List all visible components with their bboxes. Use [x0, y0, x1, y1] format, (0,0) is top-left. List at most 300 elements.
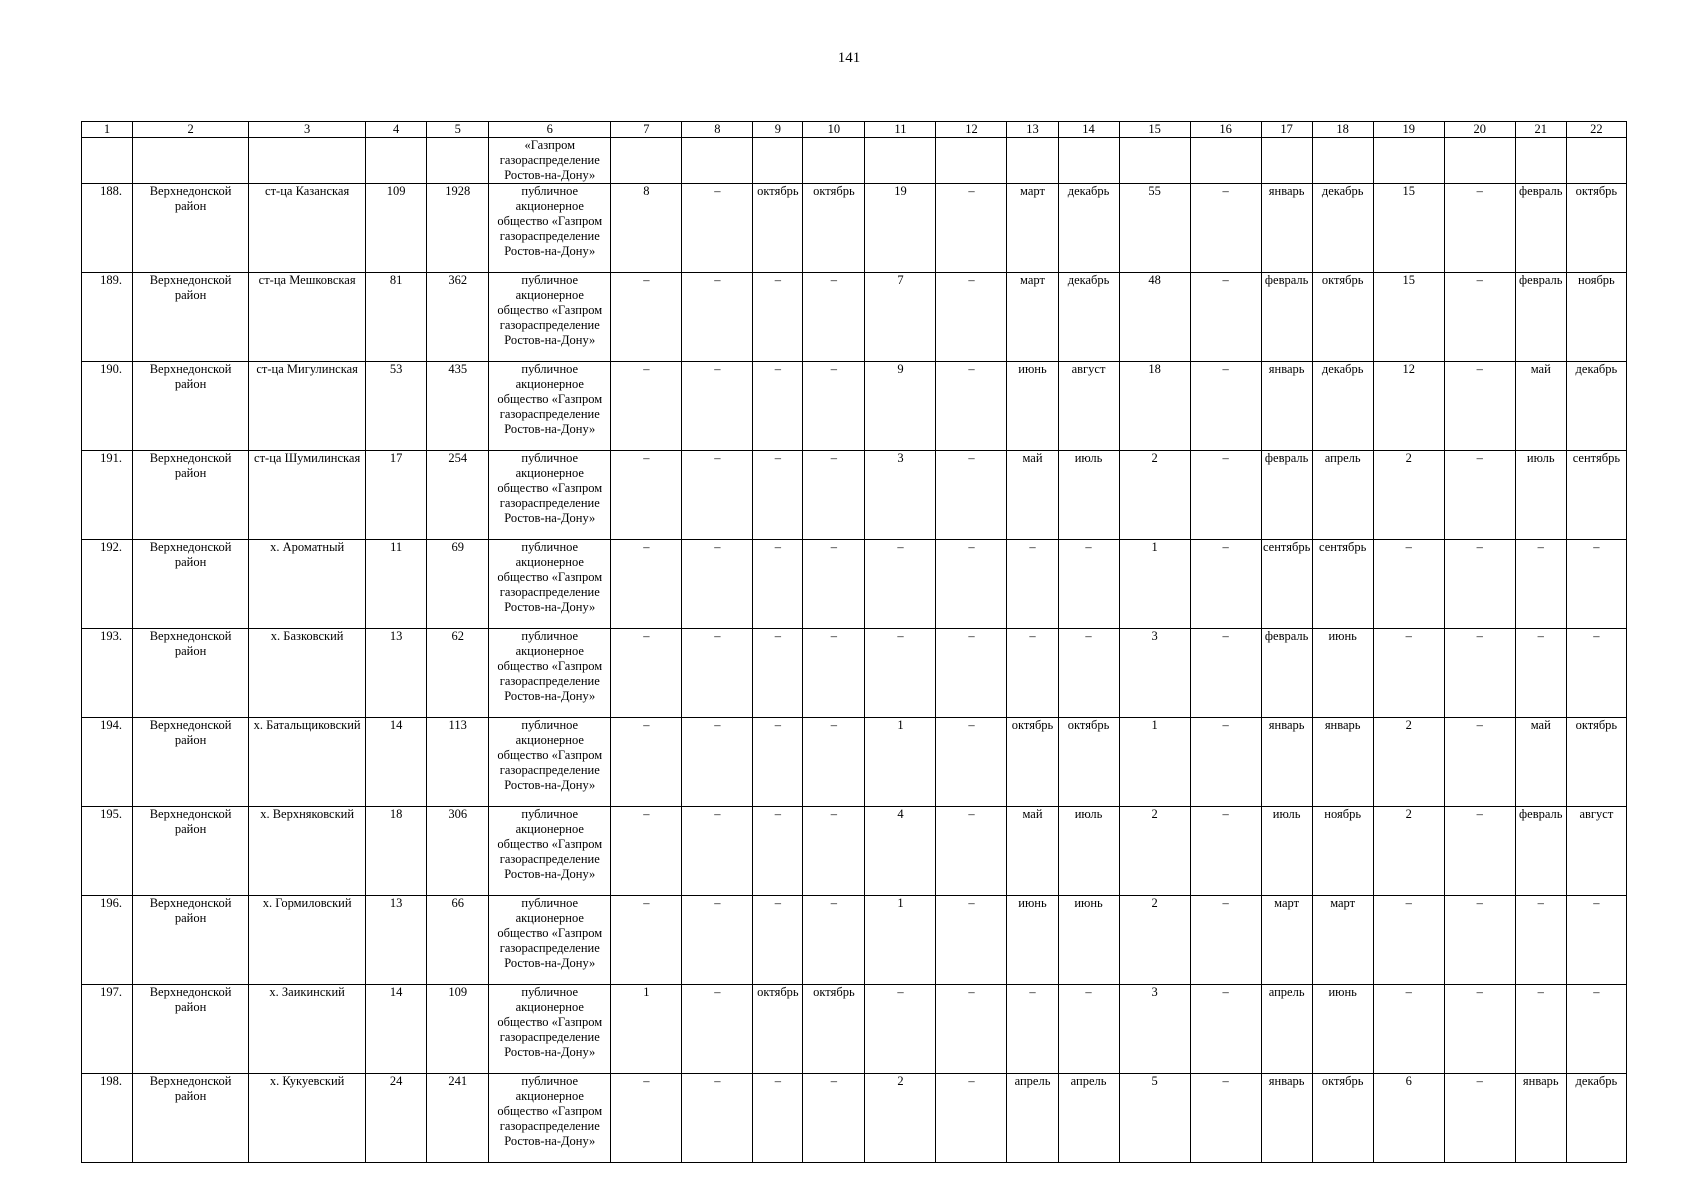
cell-col-20: – [1444, 896, 1515, 985]
cell-empty [1058, 138, 1119, 184]
cell-col-12: – [936, 1074, 1007, 1163]
cell-col-19: 2 [1373, 807, 1444, 896]
cell-col-10: – [803, 451, 865, 540]
cell-col-18: ноябрь [1312, 807, 1373, 896]
cell-col-14: апрель [1058, 1074, 1119, 1163]
cell-empty [366, 138, 427, 184]
cell-col-20: – [1444, 273, 1515, 362]
cell-settlement: ст-ца Казанская [249, 184, 366, 273]
column-header: 19 [1373, 122, 1444, 138]
cell-col-13: – [1007, 540, 1058, 629]
cell-col-15: 2 [1119, 896, 1190, 985]
cell-settlement: х. Батальщиковский [249, 718, 366, 807]
cell-col-7: – [611, 807, 682, 896]
cell-col-18: март [1312, 896, 1373, 985]
cell-col-13: – [1007, 629, 1058, 718]
column-header: 14 [1058, 122, 1119, 138]
table-row [82, 807, 1627, 896]
cell-operator: публичное акционерное общество «Газпром газораспределение Ростов-на-Дону» [489, 896, 611, 985]
cell-col-5: 362 [427, 273, 489, 362]
cell-col-21: – [1515, 896, 1566, 985]
cell-col-15: 3 [1119, 629, 1190, 718]
cell-col-14: июль [1058, 807, 1119, 896]
cell-col-9: – [753, 362, 803, 451]
cell-col-13: май [1007, 807, 1058, 896]
cell-col-16: – [1190, 1074, 1261, 1163]
column-header: 22 [1566, 122, 1626, 138]
cell-col-21: – [1515, 629, 1566, 718]
cell-col-15: 3 [1119, 985, 1190, 1074]
cell-col-4: 14 [366, 985, 427, 1074]
cell-col-14: – [1058, 629, 1119, 718]
column-number-header [82, 122, 1627, 138]
cell-settlement: ст-ца Шумилинская [249, 451, 366, 540]
cell-district: Верхнедонской район [133, 629, 249, 718]
cell-empty [249, 138, 366, 184]
cell-col-12: – [936, 540, 1007, 629]
cell-col-16: – [1190, 362, 1261, 451]
table-row [82, 718, 1627, 807]
cell-district: Верхнедонской район [133, 807, 249, 896]
cell-settlement: х. Базковский [249, 629, 366, 718]
cell-col-19: 15 [1373, 184, 1444, 273]
cell-col-18: декабрь [1312, 362, 1373, 451]
cell-district: Верхнедонской район [133, 362, 249, 451]
cell-settlement: х. Кукуевский [249, 1074, 366, 1163]
cell-col-8: – [682, 540, 753, 629]
column-header: 21 [1515, 122, 1566, 138]
cell-col-13: март [1007, 273, 1058, 362]
cell-col-20: – [1444, 629, 1515, 718]
table-row [82, 1074, 1627, 1163]
cell-col-7: – [611, 540, 682, 629]
header-row [82, 122, 1627, 138]
cell-empty [865, 138, 936, 184]
cell-col-10: – [803, 629, 865, 718]
cell-col-16: – [1190, 718, 1261, 807]
table-row [82, 540, 1627, 629]
cell-col-13: октябрь [1007, 718, 1058, 807]
table-row [82, 362, 1627, 451]
cell-col-4: 109 [366, 184, 427, 273]
cell-empty [936, 138, 1007, 184]
cell-empty [1515, 138, 1566, 184]
cell-col-20: – [1444, 540, 1515, 629]
column-header: 8 [682, 122, 753, 138]
cell-col-9: – [753, 540, 803, 629]
cell-col-11: – [865, 629, 936, 718]
cell-col-13: май [1007, 451, 1058, 540]
cell-col-19: – [1373, 540, 1444, 629]
cell-empty [803, 138, 865, 184]
cell-col-16: – [1190, 985, 1261, 1074]
cell-col-7: – [611, 718, 682, 807]
cell-empty [1261, 138, 1312, 184]
cell-col-10: октябрь [803, 985, 865, 1074]
cell-col-19: 12 [1373, 362, 1444, 451]
cell-col-22: – [1566, 629, 1626, 718]
cell-col-5: 113 [427, 718, 489, 807]
cell-col-22: октябрь [1566, 184, 1626, 273]
cell-col-5: 109 [427, 985, 489, 1074]
cell-col-22: ноябрь [1566, 273, 1626, 362]
cell-col-18: октябрь [1312, 1074, 1373, 1163]
cell-col-17: февраль [1261, 451, 1312, 540]
cell-empty [1007, 138, 1058, 184]
cell-col-15: 55 [1119, 184, 1190, 273]
cell-col-21: май [1515, 362, 1566, 451]
cell-col-13: июнь [1007, 896, 1058, 985]
column-header: 5 [427, 122, 489, 138]
cell-empty [753, 138, 803, 184]
cell-col-22: декабрь [1566, 362, 1626, 451]
cell-col-8: – [682, 184, 753, 273]
cell-col-10: – [803, 1074, 865, 1163]
cell-row-number: 192. [82, 540, 133, 629]
cell-col-20: – [1444, 184, 1515, 273]
cell-col-19: 2 [1373, 718, 1444, 807]
column-header: 10 [803, 122, 865, 138]
cell-district: Верхнедонской район [133, 184, 249, 273]
cell-col-10: – [803, 540, 865, 629]
cell-col-11: 2 [865, 1074, 936, 1163]
cell-col-20: – [1444, 985, 1515, 1074]
cell-col-5: 62 [427, 629, 489, 718]
cell-col-7: – [611, 896, 682, 985]
cell-col-17: сентябрь [1261, 540, 1312, 629]
cell-col-8: – [682, 896, 753, 985]
cell-col-10: – [803, 896, 865, 985]
cell-col-11: – [865, 985, 936, 1074]
cell-col-17: январь [1261, 184, 1312, 273]
cell-col-4: 17 [366, 451, 427, 540]
gasification-table [81, 121, 1627, 1163]
cell-col-7: 8 [611, 184, 682, 273]
cell-empty [427, 138, 489, 184]
cell-col-11: 4 [865, 807, 936, 896]
cell-col-16: – [1190, 807, 1261, 896]
cell-operator: публичное акционерное общество «Газпром газораспределение Ростов-на-Дону» [489, 451, 611, 540]
cell-col-4: 81 [366, 273, 427, 362]
cell-district: Верхнедонской район [133, 718, 249, 807]
cell-col-11: 3 [865, 451, 936, 540]
cell-col-20: – [1444, 362, 1515, 451]
cell-empty [1119, 138, 1190, 184]
cell-col-15: 1 [1119, 540, 1190, 629]
cell-col-12: – [936, 362, 1007, 451]
cell-row-number: 190. [82, 362, 133, 451]
cell-empty [82, 138, 133, 184]
cell-col-15: 18 [1119, 362, 1190, 451]
column-header: 6 [489, 122, 611, 138]
column-header: 7 [611, 122, 682, 138]
cell-col-12: – [936, 896, 1007, 985]
cell-col-12: – [936, 184, 1007, 273]
cell-row-number: 188. [82, 184, 133, 273]
cell-col-12: – [936, 451, 1007, 540]
cell-col-7: – [611, 362, 682, 451]
cell-col-13: июнь [1007, 362, 1058, 451]
cell-col-8: – [682, 1074, 753, 1163]
cell-col-8: – [682, 718, 753, 807]
cell-col-4: 13 [366, 629, 427, 718]
cell-col-11: 9 [865, 362, 936, 451]
cell-col-9: – [753, 451, 803, 540]
cell-col-8: – [682, 273, 753, 362]
table-row [82, 451, 1627, 540]
cell-col-4: 14 [366, 718, 427, 807]
cell-col-22: – [1566, 985, 1626, 1074]
cell-col-22: сентябрь [1566, 451, 1626, 540]
cell-col-5: 241 [427, 1074, 489, 1163]
table-row [82, 629, 1627, 718]
cell-district: Верхнедонской район [133, 451, 249, 540]
cell-col-5: 435 [427, 362, 489, 451]
cell-col-9: – [753, 718, 803, 807]
cell-col-8: – [682, 362, 753, 451]
cell-col-18: апрель [1312, 451, 1373, 540]
column-header: 18 [1312, 122, 1373, 138]
cell-row-number: 189. [82, 273, 133, 362]
cell-row-number: 195. [82, 807, 133, 896]
page-number: 141 [837, 50, 861, 66]
cell-col-20: – [1444, 807, 1515, 896]
cell-col-4: 24 [366, 1074, 427, 1163]
cell-district: Верхнедонской район [133, 1074, 249, 1163]
cell-col-11: 1 [865, 718, 936, 807]
cell-col-17: март [1261, 896, 1312, 985]
cell-col-18: июнь [1312, 985, 1373, 1074]
cell-col-17: февраль [1261, 629, 1312, 718]
cell-col-14: – [1058, 985, 1119, 1074]
cell-col-15: 2 [1119, 807, 1190, 896]
cell-col-16: – [1190, 540, 1261, 629]
cell-col-7: – [611, 451, 682, 540]
cell-col-19: – [1373, 629, 1444, 718]
cell-empty [133, 138, 249, 184]
cell-col-9: – [753, 896, 803, 985]
cell-col-17: апрель [1261, 985, 1312, 1074]
cell-col-14: июнь [1058, 896, 1119, 985]
cell-col-19: – [1373, 896, 1444, 985]
cell-row-number: 193. [82, 629, 133, 718]
cell-col-5: 69 [427, 540, 489, 629]
cell-col-21: июль [1515, 451, 1566, 540]
cell-empty [682, 138, 753, 184]
cell-empty [1312, 138, 1373, 184]
cell-col-5: 306 [427, 807, 489, 896]
table-row [82, 985, 1627, 1074]
cell-col-21: май [1515, 718, 1566, 807]
cell-operator: публичное акционерное общество «Газпром газораспределение Ростов-на-Дону» [489, 273, 611, 362]
cell-settlement: ст-ца Мешковская [249, 273, 366, 362]
cell-operator: публичное акционерное общество «Газпром газораспределение Ростов-на-Дону» [489, 718, 611, 807]
cell-district: Верхнедонской район [133, 273, 249, 362]
cell-col-9: октябрь [753, 184, 803, 273]
cell-col-4: 53 [366, 362, 427, 451]
cell-col-16: – [1190, 273, 1261, 362]
column-header: 9 [753, 122, 803, 138]
cell-col-22: – [1566, 896, 1626, 985]
cell-settlement: х. Заикинский [249, 985, 366, 1074]
column-header: 2 [133, 122, 249, 138]
table-row [82, 896, 1627, 985]
cell-col-16: – [1190, 629, 1261, 718]
column-header: 17 [1261, 122, 1312, 138]
cell-col-17: июль [1261, 807, 1312, 896]
cell-col-5: 254 [427, 451, 489, 540]
cell-col-10: – [803, 807, 865, 896]
cell-empty [1444, 138, 1515, 184]
cell-empty [1373, 138, 1444, 184]
table-body [82, 138, 1627, 1163]
cell-col-22: декабрь [1566, 1074, 1626, 1163]
cell-col-22: – [1566, 540, 1626, 629]
cell-col-9: – [753, 629, 803, 718]
cell-col-14: – [1058, 540, 1119, 629]
cell-col-5: 1928 [427, 184, 489, 273]
cell-col-12: – [936, 273, 1007, 362]
cell-settlement: ст-ца Мигулинская [249, 362, 366, 451]
cell-col-12: – [936, 985, 1007, 1074]
cell-col-12: – [936, 629, 1007, 718]
cell-col-17: январь [1261, 1074, 1312, 1163]
cell-col-7: – [611, 273, 682, 362]
cell-col-7: – [611, 1074, 682, 1163]
cell-col-9: октябрь [753, 985, 803, 1074]
cell-col-15: 5 [1119, 1074, 1190, 1163]
cell-col-18: июнь [1312, 629, 1373, 718]
cell-col-11: 7 [865, 273, 936, 362]
cell-col-18: декабрь [1312, 184, 1373, 273]
cell-row-number: 198. [82, 1074, 133, 1163]
cell-col-7: 1 [611, 985, 682, 1074]
column-header: 15 [1119, 122, 1190, 138]
cell-col-4: 18 [366, 807, 427, 896]
table-row [82, 273, 1627, 362]
cell-col-22: октябрь [1566, 718, 1626, 807]
cell-row-number: 196. [82, 896, 133, 985]
cell-col-4: 11 [366, 540, 427, 629]
cell-col-11: – [865, 540, 936, 629]
cell-col-19: 6 [1373, 1074, 1444, 1163]
cell-col-21: февраль [1515, 807, 1566, 896]
cell-col-7: – [611, 629, 682, 718]
cell-operator: публичное акционерное общество «Газпром газораспределение Ростов-на-Дону» [489, 1074, 611, 1163]
cell-col-8: – [682, 629, 753, 718]
cell-district: Верхнедонской район [133, 985, 249, 1074]
cell-col-9: – [753, 807, 803, 896]
cell-col-17: январь [1261, 718, 1312, 807]
cell-col-20: – [1444, 1074, 1515, 1163]
cell-col-14: июль [1058, 451, 1119, 540]
cell-col-14: август [1058, 362, 1119, 451]
cell-empty [611, 138, 682, 184]
cell-col-9: – [753, 1074, 803, 1163]
cell-col-16: – [1190, 184, 1261, 273]
cell-empty [1566, 138, 1626, 184]
cell-col-18: октябрь [1312, 273, 1373, 362]
cell-district: Верхнедонской район [133, 896, 249, 985]
cell-col-11: 1 [865, 896, 936, 985]
cell-col-10: – [803, 718, 865, 807]
cell-col-21: – [1515, 540, 1566, 629]
cell-col-19: – [1373, 985, 1444, 1074]
cell-col-4: 13 [366, 896, 427, 985]
cell-col-20: – [1444, 718, 1515, 807]
column-header: 3 [249, 122, 366, 138]
cell-col-5: 66 [427, 896, 489, 985]
cell-operator: публичное акционерное общество «Газпром газораспределение Ростов-на-Дону» [489, 184, 611, 273]
cell-operator: публичное акционерное общество «Газпром газораспределение Ростов-на-Дону» [489, 807, 611, 896]
cell-col-15: 1 [1119, 718, 1190, 807]
column-header: 1 [82, 122, 133, 138]
cell-col-15: 48 [1119, 273, 1190, 362]
cell-col-11: 19 [865, 184, 936, 273]
cell-operator: публичное акционерное общество «Газпром газораспределение Ростов-на-Дону» [489, 985, 611, 1074]
cell-col-21: январь [1515, 1074, 1566, 1163]
cell-col-21: – [1515, 985, 1566, 1074]
column-header: 16 [1190, 122, 1261, 138]
cell-col-22: август [1566, 807, 1626, 896]
cell-operator: публичное акционерное общество «Газпром газораспределение Ростов-на-Дону» [489, 629, 611, 718]
cell-settlement: х. Ароматный [249, 540, 366, 629]
cell-district: Верхнедонской район [133, 540, 249, 629]
cell-col-12: – [936, 807, 1007, 896]
cell-col-17: февраль [1261, 273, 1312, 362]
cell-col-14: декабрь [1058, 273, 1119, 362]
cell-col-10: октябрь [803, 184, 865, 273]
cell-col-12: – [936, 718, 1007, 807]
column-header: 12 [936, 122, 1007, 138]
cell-col-13: апрель [1007, 1074, 1058, 1163]
column-header: 20 [1444, 122, 1515, 138]
cell-col-8: – [682, 451, 753, 540]
cell-col-20: – [1444, 451, 1515, 540]
cell-row-number: 191. [82, 451, 133, 540]
cell-col-18: сентябрь [1312, 540, 1373, 629]
cell-col-10: – [803, 362, 865, 451]
cell-col-17: январь [1261, 362, 1312, 451]
cell-col-10: – [803, 273, 865, 362]
cell-col-15: 2 [1119, 451, 1190, 540]
cell-col-13: – [1007, 985, 1058, 1074]
cell-col-19: 2 [1373, 451, 1444, 540]
cell-col-8: – [682, 985, 753, 1074]
cell-col-14: октябрь [1058, 718, 1119, 807]
cell-operator: публичное акционерное общество «Газпром газораспределение Ростов-на-Дону» [489, 362, 611, 451]
cell-settlement: х. Гормиловский [249, 896, 366, 985]
cell-col-18: январь [1312, 718, 1373, 807]
table-row [82, 184, 1627, 273]
cell-row-number: 194. [82, 718, 133, 807]
cell-col-14: декабрь [1058, 184, 1119, 273]
cell-empty [1190, 138, 1261, 184]
cell-col-16: – [1190, 451, 1261, 540]
cell-col-9: – [753, 273, 803, 362]
cell-col-21: февраль [1515, 273, 1566, 362]
cell-col-16: – [1190, 896, 1261, 985]
cell-operator: публичное акционерное общество «Газпром газораспределение Ростов-на-Дону» [489, 540, 611, 629]
cell-row-number: 197. [82, 985, 133, 1074]
cell-col-19: 15 [1373, 273, 1444, 362]
column-header: 13 [1007, 122, 1058, 138]
cell-settlement: х. Верхняковский [249, 807, 366, 896]
cell-col-21: февраль [1515, 184, 1566, 273]
continued-row [82, 138, 1627, 184]
cell-col-13: март [1007, 184, 1058, 273]
column-header: 4 [366, 122, 427, 138]
